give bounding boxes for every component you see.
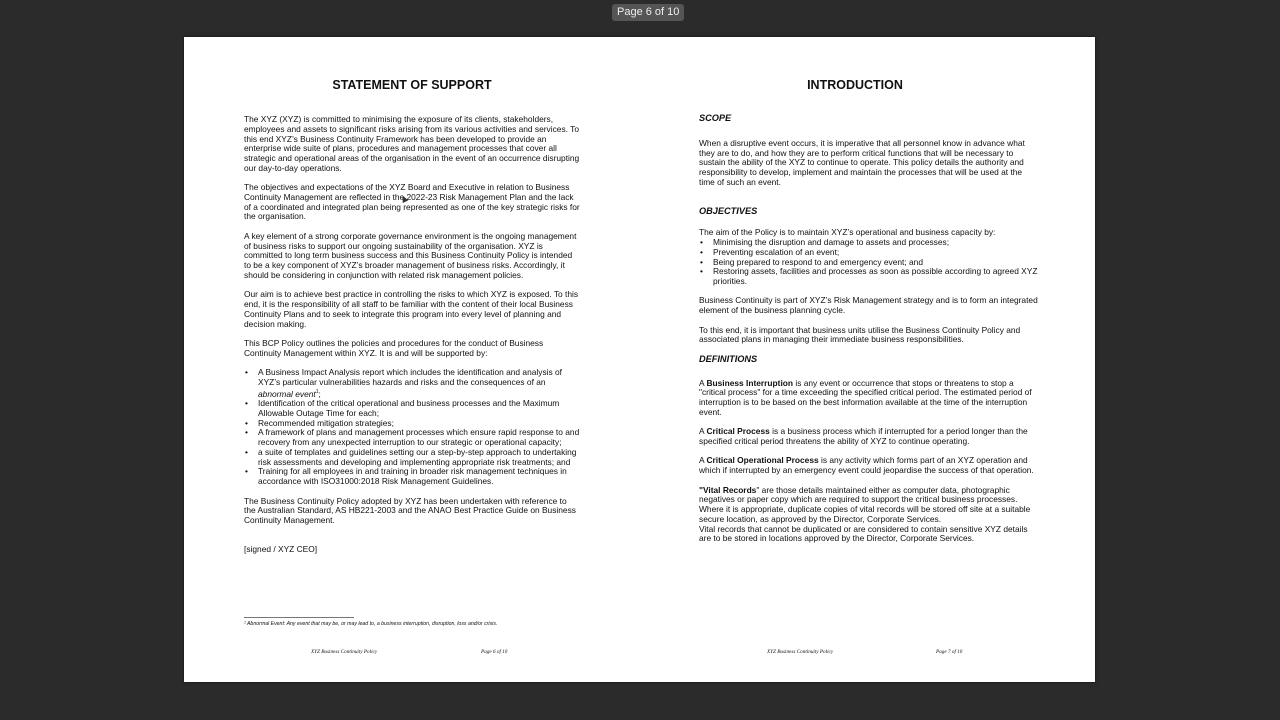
definition-critical-operational-process: A Critical Operational Process is any activity which forms part of an XYZ operation and which if interrupted by an emergency event could jeopardise the success of that operation. (699, 455, 1034, 476)
paragraph: The objectives and expectations of the XYZ Board and Executive in relation to Business Continuity Management are reflected in the 2022-23 Risk Management Plan and the lack of a coordinated and integrated plan being represented as one of the key strategic risks for the organisation. (244, 182, 580, 222)
list-item: • a suite of templates and guidelines setting our a step-by-step approach to undertaking risk assessments and developing and implementing appropriate risk treatments; and (244, 448, 580, 468)
left-page-body (244, 115, 580, 564)
list-item: • Restoring assets, facilities and processes as soon as possible according to agreed XYZ priorities. (699, 267, 1039, 287)
paragraph: A key element of a strong corporate governance environment is the ongoing management of business risks to support our ongoing sustainability of the organisation. XYZ is committed to long term business success and this Business Continuity Policy is intended to be a key component of XYZ’s broader management of business risks. Accordingly, it should be considering in conjunction with related risk management policies. (244, 230, 577, 280)
scope-text: When a disruptive event occurs, it is imperative that all personnel know in advance what they are to do, and how they are to perform critical functions that will be necessary to sustain the ability of the XYZ to continue to operate. This policy details the authority and responsibility to develop, implement and maintain the processes that will be used at the time of such an event. (699, 137, 1025, 187)
support-list (244, 368, 580, 487)
list-item: • Identification of the critical operational and business processes and the Maximum Allowable Outage Time for each; (244, 399, 580, 419)
abnormal-event-term: abnormal event (258, 388, 316, 399)
right-page-body (699, 114, 1039, 544)
objectives-heading: OBJECTIVES (699, 205, 758, 216)
footnote-ref[interactable]: 1 (315, 388, 319, 395)
signature: [signed / XYZ CEO] (244, 543, 318, 554)
list-item: • A Business Impact Analysis report which includes the identification and analysis of XYZ’s particular vulnerabilities hazards and risks and the consequences of an abnormal event$^1$; (244, 368, 580, 399)
page-title: INTRODUCTION (807, 78, 903, 92)
objectives-list (699, 238, 1039, 287)
list-item: • Training for all employees in and training in broader risk management techniques in accordance with ISO31000:2018 Risk Management Guidelines. (244, 467, 580, 487)
objectives-intro: The aim of the Policy is to maintain XYZ’s operational and business capacity by: (699, 227, 996, 238)
right-page (699, 37, 1039, 682)
paragraph: This BCP Policy outlines the policies and procedures for the conduct of Business Continuity Management within XYZ. It is and will be supported by: (244, 338, 544, 358)
list-item: • Recommended mitigation strategies; (244, 419, 580, 429)
footer-page-number: Page 6 of 10 (481, 649, 508, 655)
footer-title: XYZ Business Continuity Policy (767, 649, 834, 655)
scope-heading: SCOPE (699, 113, 732, 123)
paragraph: Our aim is to achieve best practice in controlling the risks to which XYZ is exposed. To this end, it is the responsibility of all staff to be familiar with the content of their local Business Continuity Plans and to seek to integrate this program into every level of planning and decision making. (244, 289, 579, 329)
footnote: ¹ Abnormal Event: Any event that may be, or may lead to, a business interruption, disruption, loss and/or crisis. (244, 621, 498, 627)
left-page (244, 37, 580, 682)
list-item: • Minimising the disruption and damage to assets and processes; (699, 238, 1039, 248)
definition-business-interruption: A Business Interruption is any event or occurrence that stops or threatens to stop a "critical process" for a time exceeding the specified critical period. The estimated period of interruption is to be based on the best information available at the time of the interruption event. (699, 377, 1032, 417)
footer-page-number: Page 7 of 10 (936, 649, 963, 655)
footnote-divider (244, 617, 354, 618)
page-indicator: Page 6 of 10 (612, 4, 684, 21)
list-item: • Being prepared to respond to and emergency event; and (699, 258, 1039, 268)
definition-vital-records: "Vital Records" are those details maintained either as computer data, photographic negatives or paper copy which are required to support the critical business processes. Where it is appropriate, duplicate copies of vital records will be stored off site at a suitable secure location, as approved by the Director, Corporate Services. (699, 484, 1031, 524)
list-item: • Preventing escalation of an event; (699, 248, 1039, 258)
document-spread[interactable] (184, 37, 1095, 682)
paragraph: The XYZ (XYZ) is committed to minimising the exposure of its clients, stakeholders, employees and assets to significant risks arising from its various activities and services. To this end XYZ’s Business Continuity Framework has been developed to provide an enterprise wide suite of plans, procedures and management processes that cover all strategic and operational areas of the organisation in the event of an occurrence disrupting our day-to-day operations. (244, 114, 580, 173)
page-title: STATEMENT OF SUPPORT (332, 78, 492, 92)
closing-paragraph: The Business Continuity Policy adopted by XYZ has been undertaken with reference to the Australian Standard, AS HB221-2003 and the ANAO Best Practice Guide on Business Continuity Management. (244, 495, 576, 526)
footer-title: XYZ Business Continuity Policy (311, 649, 378, 655)
paragraph: To this end, it is important that business units utilise the Business Continuity Policy and associated plans in managing their immediate business responsibilities. (699, 324, 1021, 345)
definition-critical-process: A Critical Process is a business process which if interrupted for a period longer than the specified critical period threatens the ability of XYZ to continue operating. (699, 426, 1028, 446)
paragraph: Business Continuity is part of XYZ’s Risk Management strategy and is to form an integrated element of the business planning cycle. (699, 295, 1038, 316)
vital-records-note: Vital records that cannot be duplicated or are considered to contain sensitive XYZ details are to be stored in locations approved by the Director, Corporate Services. (699, 523, 1028, 544)
definitions-heading: DEFINITIONS (699, 353, 758, 364)
list-item: • A framework of plans and management processes which ensure rapid response to and recovery from any unexpected interruption to our strategic or operational capacity; (244, 428, 580, 448)
